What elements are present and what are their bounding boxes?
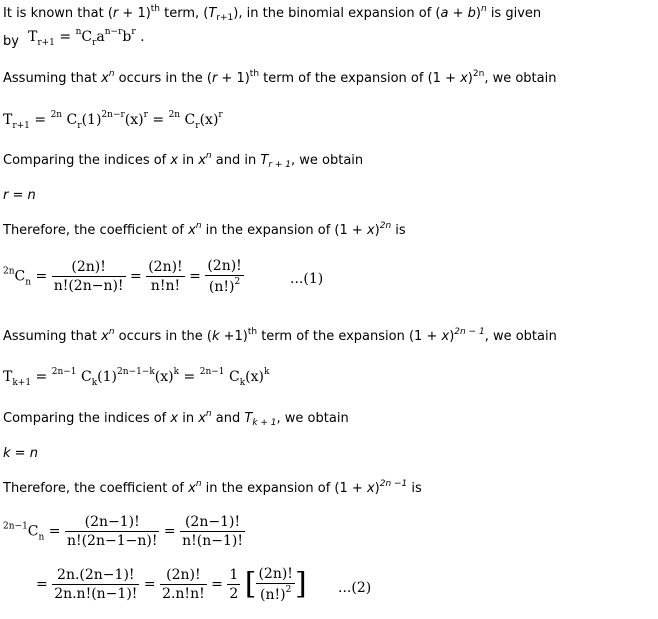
equation-simplification: = $\frac{2n.(2n-1)!}{2n.n!(n-1)!}$ = $\frac{(2n)!}{2.n!n!}$ = $\frac{1}{2}$ [ $\frac{(2n)!}{(n!)^2}$ ] [36, 566, 307, 603]
coefficient-text-1: Therefore, the coefficient of $x^n$ in the expansion of $(1 + x)^{2n}$ is [3, 221, 406, 238]
fraction: $\frac{(2n-1)!}{n!(n-1)!}$ [182, 514, 243, 549]
assumption-text-1: Assuming that $x^n$ occurs in the $(r + 1)^{th}$ term of the expansion of $(1 + x)^{2n}$, we obtain [3, 69, 557, 86]
result-k-equals-n: k = n [3, 446, 38, 461]
fraction: $\frac{(2n)!}{(n!)^2}$ [207, 258, 242, 295]
equation-general-term-2: $T_{k+1} = ^{2n-1}$ $C_k(1)^{2n-1-k}(x)^k = ^{2n-1}$ $C_k(x)^k$ [3, 367, 270, 388]
compare-text-2: Comparing the indices of x in $x^n$ and $T_{k + 1}$, we obtain [3, 409, 349, 428]
equation-label-1: ...(1) [290, 271, 324, 287]
equation-coefficient-2: $^{2n-1}C_n$ = $\frac{(2n-1)!}{n!(2n-1-n)!}$ = $\frac{(2n-1)!}{n!(n-1)!}$ [3, 514, 243, 549]
assumption-text-2: Assuming that $x^n$ occurs in the $(k +1)^{th}$ term of the expansion $(1 + x)^{2n - 1}$, we obtain [3, 327, 557, 344]
fraction: $\frac{(2n-1)!}{n!(2n-1-n)!}$ [66, 514, 158, 549]
fraction: $\frac{2n.(2n-1)!}{2n.n!(n-1)!}$ [54, 567, 138, 602]
general-term-formula: $T_{r+1} = ^nC_ra^{n-r}b^r$ . [28, 27, 145, 48]
fraction: $\frac{(2n)!}{(n!)^2}$ [258, 566, 293, 603]
fraction: $\frac{(2n)!}{n!(2n-n)!}$ [53, 259, 124, 294]
coefficient-text-2: Therefore, the coefficient of $x^n$ in the expansion of $(1 + x)^{2n -1}$ is [3, 479, 422, 496]
result-r-equals-n: r = n [3, 188, 36, 203]
fraction: $\frac{1}{2}$ [229, 567, 239, 602]
equation-label-2: ...(2) [338, 580, 372, 596]
intro-by-text: by [3, 34, 19, 49]
equation-coefficient-1: $^{2n}C_n$ = $\frac{(2n)!}{n!(2n-n)!}$ = $\frac{(2n)!}{n!n!}$ = $\frac{(2n)!}{(n!)^2}$ [3, 258, 242, 295]
fraction: $\frac{(2n)!}{n!n!}$ [148, 259, 183, 294]
compare-text-1: Comparing the indices of x in $x^n$ and in $T_{r + 1}$, we obtain [3, 151, 364, 170]
intro-text: It is known that $(r + 1)^{th}$ term, $(T_{r+1})$, in the binomial expansion of $(a + b)^n$ is given [3, 4, 542, 23]
equation-general-term-1: $T_{r+1} = ^{2n}$ $C_r(1)^{2n-r}(x)^r = ^{2n}$ $C_r(x)^r$ [3, 110, 223, 131]
fraction: $\frac{(2n)!}{2.n!n!}$ [162, 567, 205, 602]
